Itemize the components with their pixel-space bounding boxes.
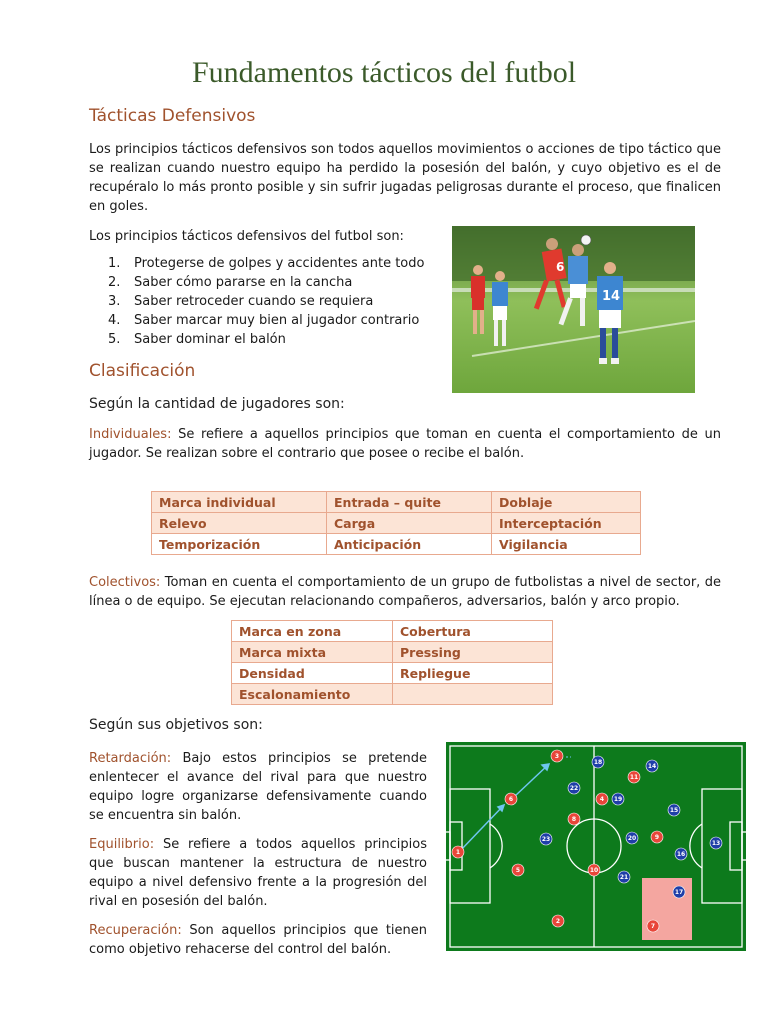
svg-text:7: 7	[650, 923, 656, 930]
svg-text:22: 22	[569, 785, 579, 792]
svg-text:2: 2	[555, 918, 561, 925]
page-title: Fundamentos tácticos del futbol	[191, 56, 577, 89]
table-row: Densidad Repliegue	[232, 663, 553, 684]
principles-list	[108, 254, 424, 349]
table-row: Marca individual Entrada – quite Doblaje	[152, 492, 641, 513]
svg-text:15: 15	[669, 807, 679, 814]
objective-retardation: Retardación: Bajo estos principios se pretende enlentecer el avance del rival para que nuestro equipo logre organizarse defensivamente cuando se encuentra sin balón.	[89, 751, 427, 823]
svg-text:14: 14	[647, 763, 657, 770]
individual-paragraph: Individuales: Se refiere a aquellos principios que toman en cuenta el comportamiento de un jugador. Se realizan sobre el contrario que posee o recibe el balón.	[89, 427, 721, 461]
objective-recovery: Recuperación: Son aquellos principios que tienen como objetivo rehacerse del control del balón.	[89, 923, 427, 957]
svg-text:6: 6	[556, 260, 565, 274]
svg-text:19: 19	[613, 796, 623, 803]
collective-label: Colectivos:	[89, 575, 161, 590]
subheading-by-players: Según la cantidad de jugadores son:	[89, 396, 345, 412]
svg-text:5: 5	[515, 867, 521, 874]
list-item: 1. Protegerse de golpes y accidentes ante todo	[108, 256, 425, 271]
svg-text:18: 18	[593, 759, 603, 766]
defensive-intro: Los principios tácticos defensivos son todos aquellos movimientos o acciones de tipo táctico que se realizan cuando nuestro equipo ha perdido la posesión del balón, y cuyo objetivo es el de recupéralo lo más pronto posible y sin sufrir jugadas peligrosas durante el proceso, que finalicen en goles.	[89, 142, 721, 214]
list-intro: Los principios tácticos defensivos del futbol son:	[89, 229, 404, 244]
objective-balance: Equilibrio: Se refiere a todos aquellos principios que buscan mantener la estructura de nuestro equipo a nivel defensivo frente a la progresión del rival en posesión del balón.	[89, 837, 427, 909]
svg-text:10: 10	[589, 867, 599, 874]
list-item: 4. Saber marcar muy bien al jugador contrario	[108, 313, 420, 328]
svg-text:11: 11	[629, 774, 639, 781]
section-heading-defensive: Tácticas Defensivos	[89, 106, 256, 126]
section-heading-classification: Clasificación	[89, 361, 196, 381]
svg-text:9: 9	[654, 834, 660, 841]
svg-text:3: 3	[554, 753, 560, 760]
svg-text:17: 17	[674, 889, 684, 896]
soccer-photo	[452, 226, 695, 393]
svg-text:14: 14	[602, 289, 621, 304]
svg-text:6: 6	[508, 796, 514, 803]
individual-table	[151, 491, 641, 555]
svg-text:20: 20	[627, 835, 637, 842]
tactical-field-diagram	[446, 742, 746, 951]
list-item: 2. Saber cómo pararse en la cancha	[108, 275, 353, 290]
svg-text:1: 1	[455, 849, 461, 856]
svg-text:23: 23	[541, 836, 551, 843]
list-item: 5. Saber dominar el balón	[108, 332, 286, 347]
svg-text:16: 16	[676, 851, 686, 858]
subheading-by-objectives: Según sus objetivos son:	[89, 717, 263, 733]
table-row: Relevo Carga Interceptación	[152, 513, 641, 534]
list-item: 3. Saber retroceder cuando se requiera	[108, 294, 374, 309]
collective-table	[231, 620, 553, 705]
svg-text:4: 4	[599, 796, 605, 803]
svg-text:21: 21	[619, 874, 629, 881]
table-row: Marca en zona Cobertura	[232, 621, 553, 642]
svg-text:8: 8	[571, 816, 577, 823]
table-row: Escalonamiento	[232, 684, 553, 705]
individual-label: Individuales:	[89, 427, 172, 442]
table-row: Marca mixta Pressing	[232, 642, 553, 663]
collective-paragraph: Colectivos: Toman en cuenta el comportamiento de un grupo de futbolistas a nivel de sector, de línea o de equipo. Se ejecutan relacionando compañeros, adversarios, balón y arco propio.	[89, 575, 721, 609]
table-row: Temporización Anticipación Vigilancia	[152, 534, 641, 555]
svg-text:13: 13	[711, 840, 721, 847]
